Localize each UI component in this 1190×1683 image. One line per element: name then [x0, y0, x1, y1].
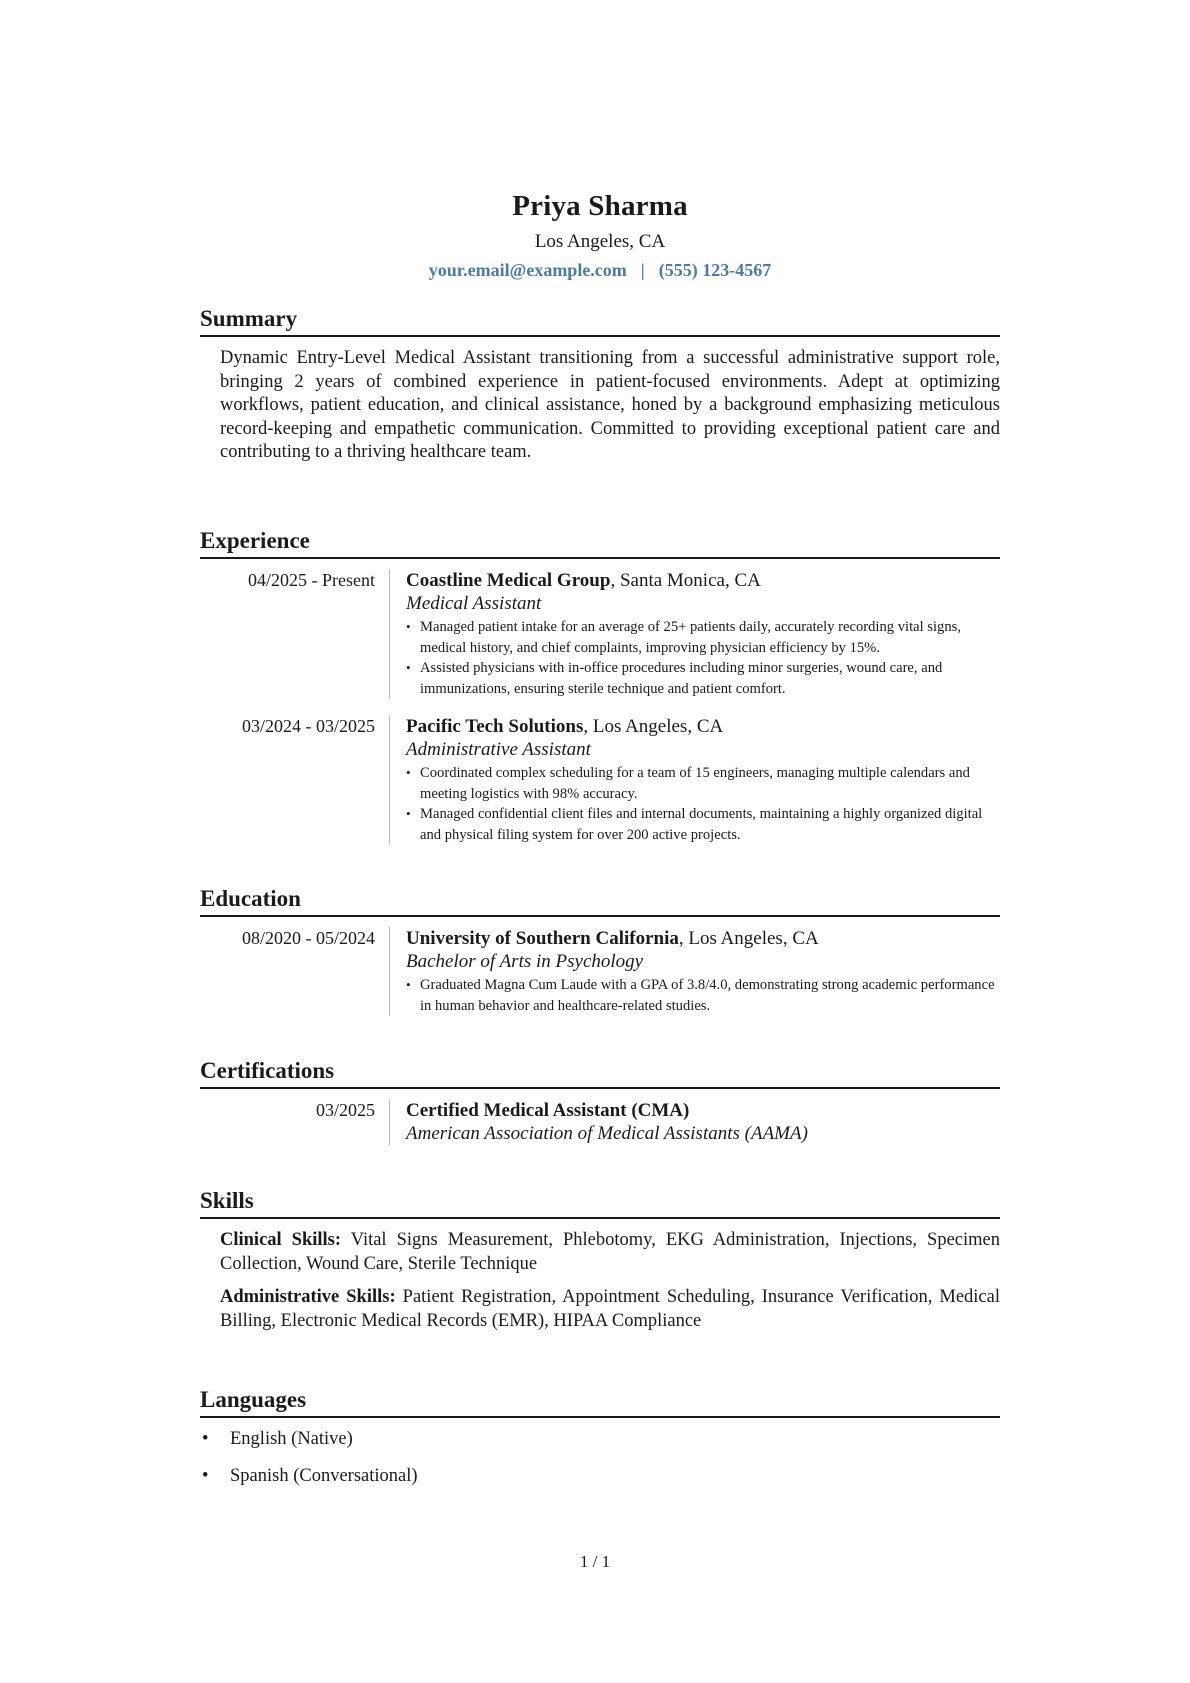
languages-list: [200, 1428, 1000, 1488]
bullet-item: • Managed confidential client files and internal documents, maintaining a highly organized digital and physical filing system for over 200 active projects.: [406, 804, 1000, 845]
resume-header: [200, 186, 1000, 283]
entry-role: Bachelor of Arts in Psychology: [406, 951, 644, 972]
summary-text: Dynamic Entry-Level Medical Assistant transitioning from a successful administrative support role, bringing 2 years of combined experience in patient-focused environments. Adept at optimizing workflows, patient education, and clinical assistance, honed by a background emphasizing meticulous record-keeping and empathetic communication. Committed to providing exceptional patient care and contributing to a thriving healthcare team.: [220, 348, 1000, 462]
section-title-summary: Summary: [200, 304, 1000, 337]
organization-location: , Los Angeles, CA: [678, 928, 819, 949]
skills-section: [200, 1186, 1000, 1343]
certification-entry: [200, 1099, 1000, 1145]
organization-location: , Santa Monica, CA: [610, 570, 761, 591]
entry-date: 08/2020 - 05/2024: [242, 928, 375, 948]
contact-line: [200, 257, 1000, 283]
bullet-item: • Managed patient intake for an average of 25+ patients daily, accurately recording vital signs, medical history, and chief complaints, improving physician efficiency by 15%.: [406, 617, 1000, 658]
education-section: [200, 884, 1000, 1016]
skill-value: Patient Registration, Appointment Scheduling, Insurance Verification, Medical Billing, Electronic Medical Records (EMR), HIPAA Compliance: [220, 1287, 1000, 1331]
candidate-location: Los Angeles, CA: [534, 231, 666, 252]
skill-value: Vital Signs Measurement, Phlebotomy, EKG Administration, Injections, Specimen Collection, Wound Care, Sterile Technique: [220, 1230, 1000, 1274]
language-item: • English (Native): [200, 1428, 1000, 1451]
entry-date: 03/2024 - 03/2025: [242, 716, 375, 736]
organization-name: Coastline Medical Group: [406, 570, 611, 591]
bullet-item: • Coordinated complex scheduling for a team of 15 engineers, managing multiple calendars and meeting logistics with 98% accuracy.: [406, 763, 1000, 804]
phone-link[interactable]: (555) 123-4567: [658, 260, 772, 280]
organization-location: , Los Angeles, CA: [583, 716, 724, 737]
entry-body: [389, 715, 1000, 845]
certifications-section: [200, 1056, 1000, 1145]
entry-role: Medical Assistant: [406, 593, 542, 614]
skill-line-administrative: [220, 1286, 1000, 1333]
languages-section: [200, 1385, 1000, 1502]
entry-body: [389, 927, 1000, 1016]
skill-label: Clinical Skills:: [220, 1230, 342, 1250]
entry-role: Administrative Assistant: [406, 739, 591, 760]
summary-section: [200, 304, 1000, 465]
entry-bullets: [406, 617, 1000, 699]
organization-name: Pacific Tech Solutions: [406, 716, 584, 737]
section-title-skills: Skills: [200, 1186, 1000, 1219]
entry-date: 03/2025: [315, 1100, 375, 1120]
entry-bullets: [406, 763, 1000, 845]
entry-body: [389, 1099, 1000, 1145]
entry-organization: [406, 569, 1000, 592]
section-title-experience: Experience: [200, 526, 1000, 559]
section-title-languages: Languages: [200, 1385, 1000, 1418]
skill-line-clinical: [220, 1229, 1000, 1276]
entry-date: 04/2025 - Present: [248, 570, 375, 590]
language-item: • Spanish (Conversational): [200, 1465, 1000, 1488]
organization-name: University of Southern California: [406, 928, 679, 949]
entry-organization: [406, 927, 1000, 950]
email-link[interactable]: your.email@example.com: [428, 260, 627, 280]
entry-body: [389, 569, 1000, 699]
page-number: 1 / 1: [579, 1552, 611, 1571]
experience-section: [200, 526, 1000, 845]
education-entry: [200, 927, 1000, 1016]
experience-entry: [200, 569, 1000, 699]
section-title-certifications: Certifications: [200, 1056, 1000, 1089]
section-title-education: Education: [200, 884, 1000, 917]
candidate-name: Priya Sharma: [512, 190, 688, 222]
entry-bullets: [406, 975, 1000, 1016]
skill-label: Administrative Skills:: [220, 1287, 396, 1307]
entry-organization: [406, 1099, 1000, 1122]
skills-list: [220, 1229, 1000, 1333]
certification-name: Certified Medical Assistant (CMA): [406, 1100, 690, 1121]
contact-separator: |: [640, 260, 645, 280]
entry-organization: [406, 715, 1000, 738]
bullet-item: • Assisted physicians with in-office procedures including minor surgeries, wound care, and immunizations, ensuring sterile technique and patient comfort.: [406, 658, 1000, 699]
experience-entry: [200, 715, 1000, 845]
bullet-item: • Graduated Magna Cum Laude with a GPA of 3.8/4.0, demonstrating strong academic performance in human behavior and healthcare-related studies.: [406, 975, 1000, 1016]
certification-issuer: American Association of Medical Assistants (AAMA): [406, 1123, 808, 1144]
